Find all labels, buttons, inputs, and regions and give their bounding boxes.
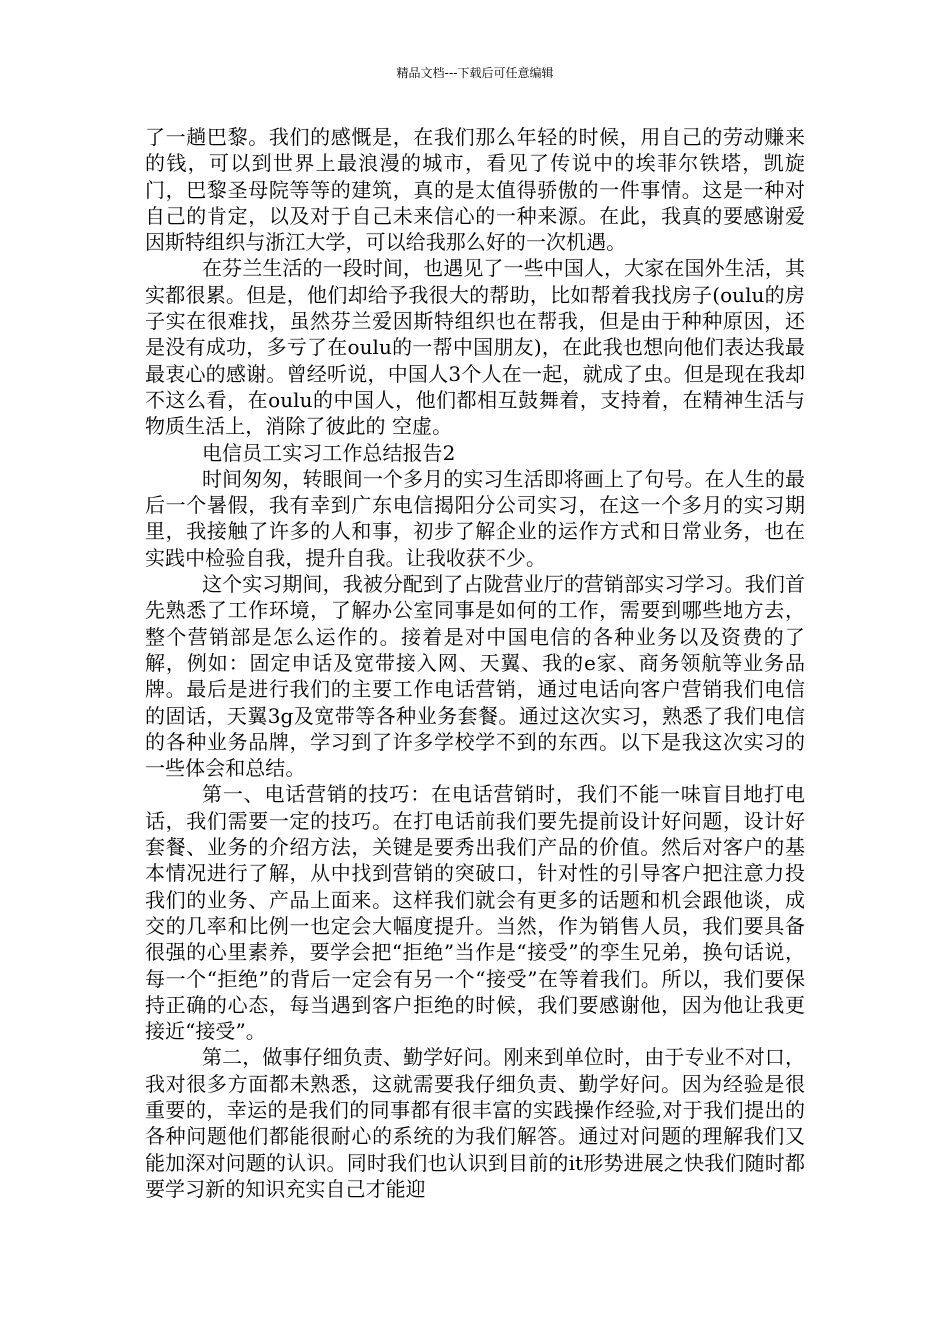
- paragraph-2: 在芬兰生活的一段时间，也遇见了一些中国人，大家在国外生活，其实都很累。但是，他们却给予我很大的帮助，比如帮着我找房子(oulu的房子实在很难找，虽然芬兰爱因斯特组织也在帮我，但是由于种种原因，还是没有成功，多亏了在oulu的一帮中国朋友)，在此我也想向他们表达我最最衷心的感谢。曾经听说，中国人3个人在一起，就成了虫。但是现在我却不这么看，在oulu的中国人，他们都相互鼓舞着，支持着，在精神生活与物质生活上，消除了彼此的 空虚。: [145, 256, 805, 439]
- section-heading: 电信员工实习工作总结报告2: [202, 440, 456, 465]
- paragraph-6: 第二，做事仔细负责、勤学好问。刚来到单位时，由于专业不对口，我对很多方面都未熟悉，这就需要我仔细负责、勤学好问。因为经验是很重要的，幸运的是我们的同事都有很丰富的实践操作经验,对于我们提出的各种问题他们都能很耐心的系统的为我们解答。通过对问题的理解我们又能加深对问题的认识。同时我们也认识到目前的it形势进展之快我们随时都要学习新的知识充实自己才能迎: [145, 1045, 805, 1201]
- paragraph-4: 这个实习期间，我被分配到了占陇营业厅的营销部实习学习。我们首先熟悉了工作环境，了解办公室同事是如何的工作，需要到哪些地方去，整个营销部是怎么运作的。接着是对中国电信的各种业务以及资费的了解，例如：固定申话及宽带接入网、天翼、我的e家、商务领航等业务品牌。最后是进行我们的主要工作电话营销，通过电话向客户营销我们电信的固话，天翼3g及宽带等各种业务套餐。通过这次实习，熟悉了我们电信的各种业务品牌，学习到了许多学校学不到的东西。以下是我这次实习的一些体会和总结。: [145, 572, 805, 781]
- paragraph-1: 了一趟巴黎。我们的感慨是，在我们那么年轻的时候，用自己的劳动赚来的钱，可以到世界上最浪漫的城市，看见了传说中的埃菲尔铁塔，凯旋门，巴黎圣母院等等的建筑，真的是太值得骄傲的一件事情。这是一种对自己的肯定，以及对于自己未来信心的一种来源。在此，我真的要感谢爱因斯特组织与浙江大学，可以给我那么好的一次机遇。: [145, 125, 805, 255]
- document-body: [145, 124, 805, 1202]
- paragraph-3: 时间匆匆，转眼间一个多月的实习生活即将画上了句号。在人生的最后一个暑假，我有幸到广东电信揭阳分公司实习，在这一个多月的实习期里，我接触了许多的人和事，初步了解企业的运作方式和日常业务，也在实践中检验自我，提升自我。让我收获不少。: [145, 466, 805, 570]
- paragraph-5: 第一、电话营销的技巧：在电话营销时，我们不能一味盲目地打电话，我们需要一定的技巧。在打电话前我们要先提前设计好问题，设计好套餐、业务的介绍方法，关键是要秀出我们产品的价值。然后对客户的基本情况进行了解，从中找到营销的突破口，针对性的引导客户把注意力投我们的业务、产品上面来。这样我们就会有更多的话题和机会跟他谈，成交的几率和比例一也定会大幅度提升。当然，作为销售人员，我们要具备很强的心里素养，要学会把“拒绝”当作是“接受”的孪生兄弟，换句话说，每一个“拒绝”的背后一定会有另一个“接受”在等着我们。所以，我们要保持正确的心态，每当遇到客户拒绝的时候，我们要感谢他，因为他让我更接近“接受”。: [145, 782, 805, 1044]
- page-header: 精品文档---下载后可任意编辑: [396, 66, 554, 80]
